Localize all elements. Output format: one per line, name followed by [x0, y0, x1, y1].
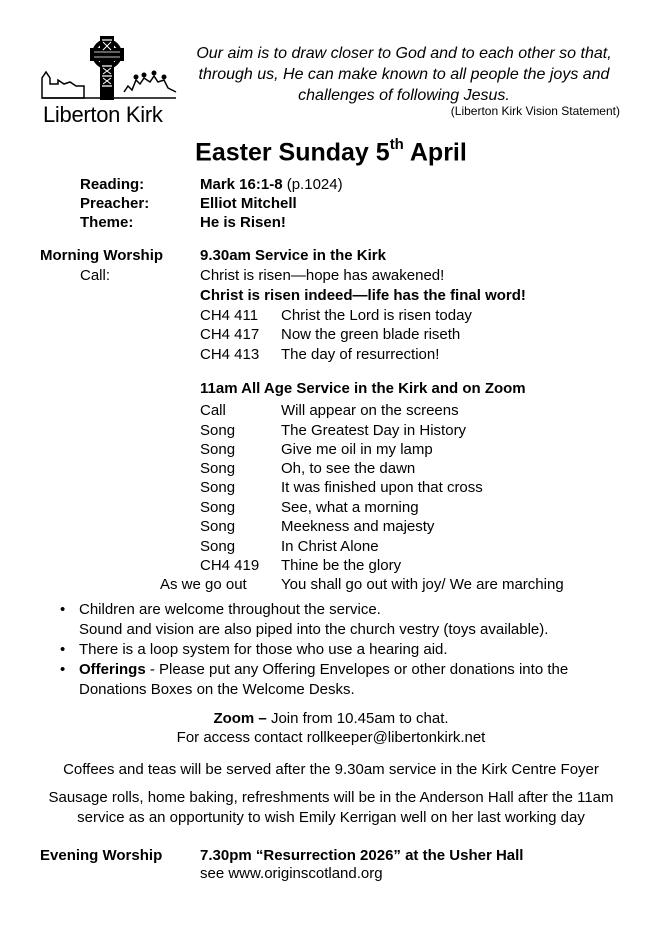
vision-statement: Our aim is to draw closer to God and to each other so that, through us, He can make known to all people the joys and challenges of following Jesus.	[196, 45, 612, 104]
zoom-join-text: Join from 10.45am to chat.	[266, 710, 449, 727]
order-label: Call	[200, 402, 226, 419]
going-out-text: You shall go out with joy/ We are marching	[281, 576, 564, 593]
order-text: It was finished upon that cross	[281, 479, 483, 496]
call-label: Call:	[80, 267, 111, 284]
morning-worship-label: Morning Worship	[40, 247, 164, 264]
hymn-number: CH4 417	[200, 326, 260, 343]
order-label: CH4 419	[200, 557, 260, 574]
morning-service-heading: 9.30am Service in the Kirk	[200, 247, 386, 264]
reading-label: Reading:	[80, 176, 145, 193]
notice-offerings	[79, 660, 620, 700]
zoom-label: Zoom –	[213, 710, 267, 727]
preacher-value: Elliot Mitchell	[200, 195, 297, 212]
list-item	[60, 640, 620, 660]
evening-worship-label: Evening Worship	[40, 847, 163, 864]
hymn-number: CH4 413	[200, 346, 260, 363]
theme-value: He is Risen!	[200, 214, 286, 231]
hymn-title: The day of resurrection!	[281, 346, 440, 363]
hymn-title: Christ the Lord is risen today	[281, 307, 472, 324]
order-label: Song	[200, 479, 236, 496]
title-main: Easter Sunday 5	[195, 138, 390, 167]
theme-label: Theme:	[80, 214, 134, 231]
preacher-label: Preacher:	[80, 195, 150, 212]
all-age-service-heading: 11am All Age Service in the Kirk and on Zoom	[200, 380, 526, 397]
order-text: In Christ Alone	[281, 538, 379, 555]
page-title	[0, 138, 662, 167]
coffee-notice: Coffees and teas will be served after the 9.30am service in the Kirk Centre Foyer	[63, 761, 599, 778]
order-text: See, what a morning	[281, 499, 419, 516]
zoom-contact: For access contact rollkeeper@libertonkirk.net	[176, 729, 486, 746]
bullet-icon: •	[60, 641, 66, 658]
order-label: Song	[200, 499, 236, 516]
zoom-line-1	[0, 709, 662, 728]
bullet-icon: •	[60, 661, 66, 678]
going-out-label: As we go out	[160, 576, 247, 593]
order-label: Song	[200, 518, 236, 535]
call-line-1: Christ is risen—hope has awakened!	[200, 267, 445, 284]
order-label: Song	[200, 422, 236, 439]
notice-loop-system: There is a loop system for those who use a hearing aid.	[79, 641, 448, 658]
order-text: Meekness and majesty	[281, 518, 435, 535]
offerings-text: - Please put any Offering Envelopes or other donations into the Donations Boxes on the Welcome Desks.	[79, 661, 569, 698]
notice-children: Children are welcome throughout the service.	[79, 601, 381, 618]
order-text: Give me oil in my lamp	[281, 441, 433, 458]
hymn-number: CH4 411	[200, 307, 259, 324]
order-label: Song	[200, 460, 236, 477]
vision-statement-source: (Liberton Kirk Vision Statement)	[450, 104, 620, 118]
reading-value: Mark 16:1-8 (p.1024)	[200, 176, 343, 193]
church-logo	[40, 32, 180, 128]
order-text: Will appear on the screens	[281, 402, 459, 419]
call-line-2: Christ is risen indeed—life has the final word!	[200, 287, 526, 304]
order-text: The Greatest Day in History	[281, 422, 467, 439]
hymn-title: Now the green blade riseth	[281, 326, 461, 343]
notices-list	[60, 600, 620, 700]
evening-link[interactable]: see www.originscotland.org	[200, 865, 383, 882]
notice-sound-vision: Sound and vision are also piped into the church vestry (toys available).	[79, 621, 549, 638]
farewell-notice: Sausage rolls, home baking, refreshments will be in the Anderson Hall after the 11am service as an opportunity to wish Emily Kerrigan well on her last working day	[48, 789, 614, 826]
offerings-label: Offerings	[79, 661, 146, 678]
order-text: Thine be the glory	[281, 557, 402, 574]
title-end: April	[403, 138, 467, 167]
order-label: Song	[200, 441, 236, 458]
logo-text: Liberton Kirk	[43, 102, 163, 127]
bullet-icon: •	[60, 601, 66, 618]
list-item	[60, 600, 620, 640]
order-text: Oh, to see the dawn	[281, 460, 416, 477]
title-ordinal: th	[389, 136, 404, 153]
order-label: Song	[200, 538, 236, 555]
evening-event: 7.30pm “Resurrection 2026” at the Usher Hall	[200, 847, 524, 864]
celtic-cross-icon	[40, 32, 180, 104]
list-item	[60, 660, 620, 700]
